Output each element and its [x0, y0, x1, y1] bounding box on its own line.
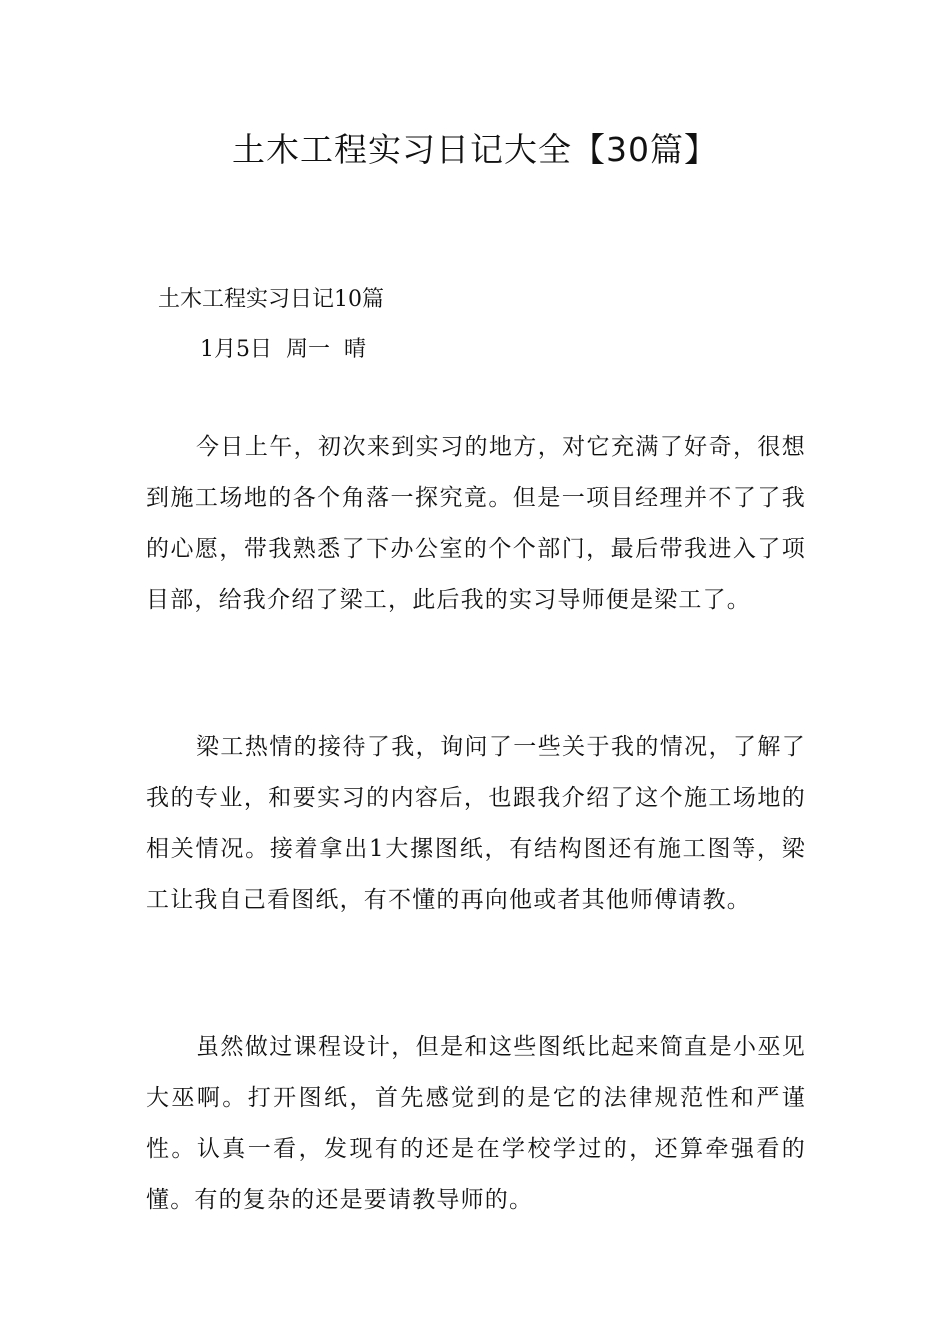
section-subtitle: 土木工程实习日记10篇 [158, 287, 384, 312]
diary-paragraph: 梁工热情的接待了我，询问了一些关于我的情况，了解了我的专业，和要实习的内容后，也跟我介绍了这个施工场地的相关情况。接着拿出1大摞图纸，有结构图还有施工图等，梁工让我自己看图纸，有不懂的再向他或者其他师傅请教。 [146, 734, 806, 913]
diary-dateline: 1月5日 周一 晴 [200, 337, 366, 362]
diary-paragraph: 虽然做过课程设计，但是和这些图纸比起来简直是小巫见大巫啊。打开图纸，首先感觉到的是它的法律规范性和严谨性。认真一看，发现有的还是在学校学过的，还算牵强看的懂。有的复杂的还是要请教导师的。 [146, 1034, 806, 1213]
document-title: 土木工程实习日记大全【30篇】 [232, 130, 718, 169]
diary-paragraph: 今日上午，初次来到实习的地方，对它充满了好奇，很想到施工场地的各个角落一探究竟。但是一项目经理并不了了我的心愿，带我熟悉了下办公室的个个部门，最后带我进入了项目部，给我介绍了梁工，此后我的实习导师便是梁工了。 [146, 434, 806, 613]
